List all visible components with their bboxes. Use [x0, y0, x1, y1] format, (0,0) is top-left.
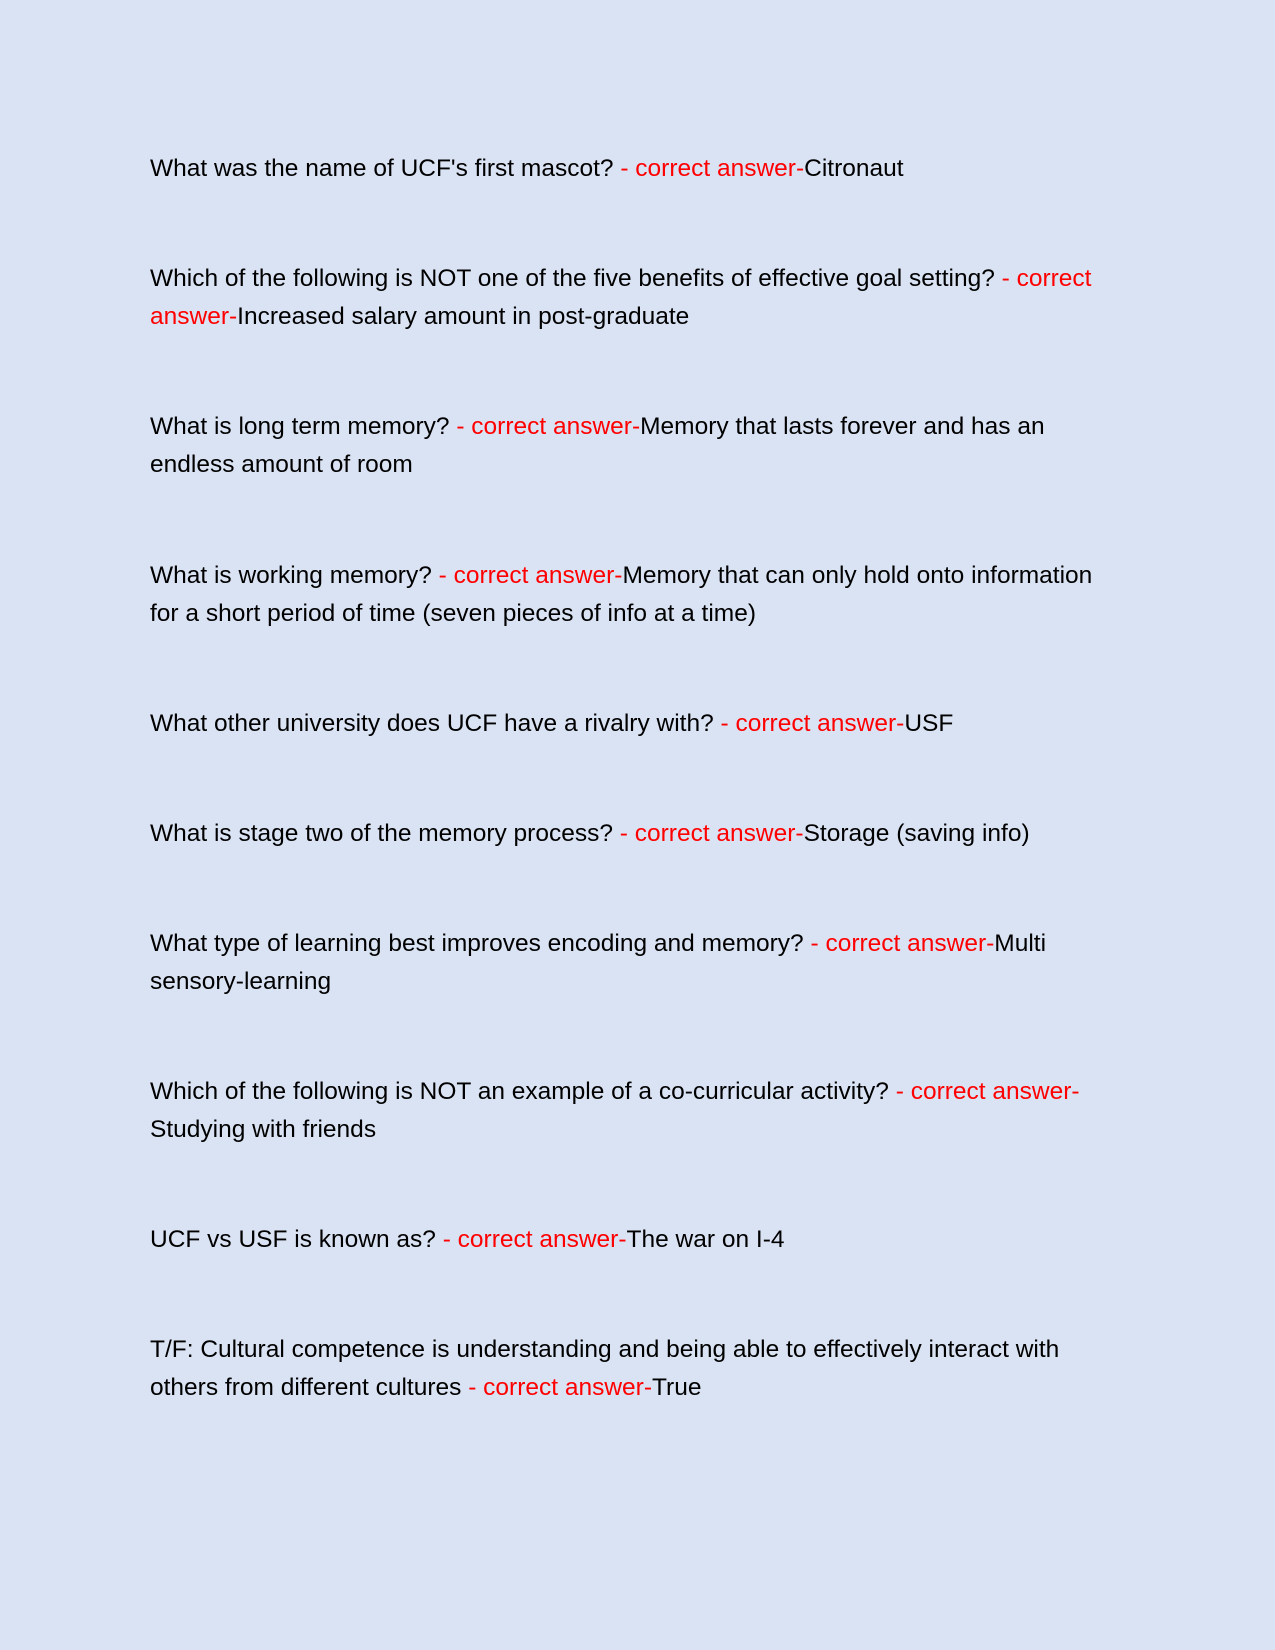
- answer: True: [652, 1374, 702, 1401]
- answer-marker: - correct answer-: [442, 1226, 627, 1253]
- answer: Studying with friends: [150, 1116, 377, 1143]
- question: T/F: Cultural competence is understanding and being able to effectively interact with others from different cultures: [150, 1336, 1060, 1401]
- answer-marker: - correct answer-: [810, 930, 995, 957]
- answer-marker: - correct answer-: [895, 1078, 1080, 1105]
- qa-item: [150, 557, 1120, 633]
- qa-item: [150, 150, 904, 188]
- qa-item: [150, 1331, 1120, 1407]
- qa-item: [150, 705, 953, 743]
- question: UCF vs USF is known as?: [150, 1226, 443, 1253]
- qa-item: [150, 1221, 784, 1259]
- question: What was the name of UCF's first mascot?: [150, 155, 621, 182]
- question: What is working memory?: [150, 562, 439, 589]
- answer-marker: - correct answer-: [456, 413, 641, 440]
- question: What is long term memory?: [150, 413, 457, 440]
- answer: Citronaut: [804, 155, 904, 182]
- answer: Multi sensory-learning: [150, 930, 1047, 995]
- question: What type of learning best improves encoding and memory?: [150, 930, 811, 957]
- qa-item: [150, 260, 1120, 336]
- answer: Storage (saving info): [803, 820, 1030, 847]
- answer: Memory that can only hold onto information for a short period of time (seven pieces of info at a time): [150, 562, 1093, 627]
- qa-item: [150, 408, 1120, 484]
- answer-marker: - correct answer-: [619, 820, 804, 847]
- qa-item: [150, 815, 1030, 853]
- question: What is stage two of the memory process?: [150, 820, 620, 847]
- question: Which of the following is NOT one of the five benefits of effective goal setting?: [150, 265, 1002, 292]
- answer-marker: - correct answer-: [468, 1374, 652, 1401]
- answer: The war on I-4: [626, 1226, 785, 1253]
- answer: Memory that lasts forever and has an endless amount of room: [150, 413, 1045, 478]
- question: Which of the following is NOT an example of a co-curricular activity?: [150, 1078, 896, 1105]
- answer-marker: - correct answer-: [720, 710, 905, 737]
- answer: Increased salary amount in post-graduate: [237, 303, 690, 330]
- question: What other university does UCF have a rivalry with?: [150, 710, 721, 737]
- answer: USF: [904, 710, 954, 737]
- answer-marker: - correct answer-: [620, 155, 805, 182]
- answer-marker: - correct answer-: [150, 265, 1092, 330]
- qa-item: [150, 925, 1120, 1001]
- qa-item: [150, 1073, 1120, 1149]
- answer-marker: - correct answer-: [438, 562, 623, 589]
